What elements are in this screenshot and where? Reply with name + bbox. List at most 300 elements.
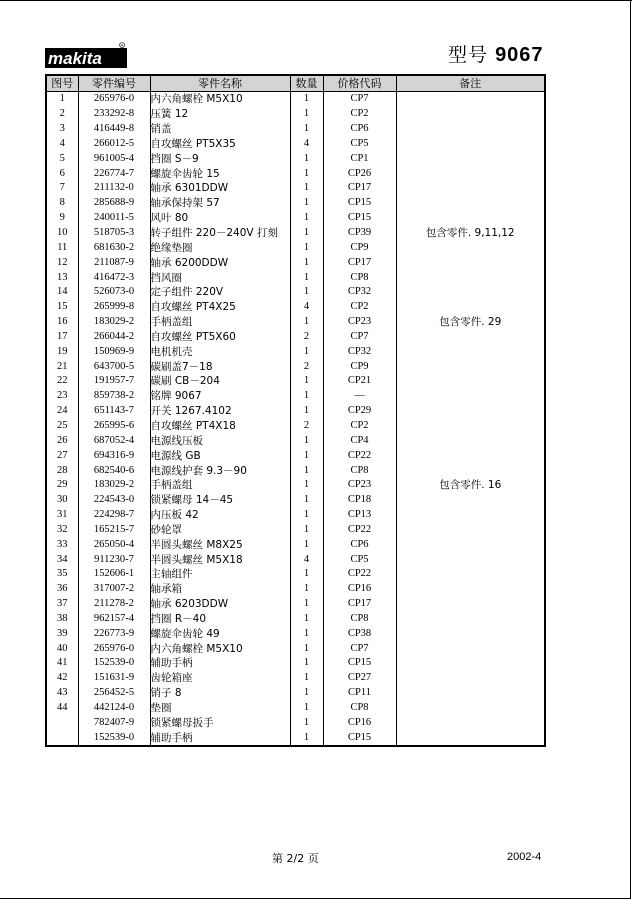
price-code: CP22 xyxy=(323,522,396,537)
table-row xyxy=(46,612,545,627)
part-number: 681630-2 xyxy=(78,240,150,255)
item-number: 14 xyxy=(46,285,78,300)
remark xyxy=(396,285,545,300)
item-number: 19 xyxy=(46,344,78,359)
part-name: 辅助手柄 xyxy=(150,656,290,671)
price-code: CP15 xyxy=(323,656,396,671)
remark xyxy=(396,537,545,552)
part-name: 半圆头螺丝 M5X18 xyxy=(150,552,290,567)
remark xyxy=(396,137,545,152)
part-number: 211087-9 xyxy=(78,255,150,270)
item-number: 27 xyxy=(46,448,78,463)
table-row xyxy=(46,419,545,434)
part-name: 垫圈 xyxy=(150,701,290,716)
item-number: 34 xyxy=(46,552,78,567)
item-number: 35 xyxy=(46,567,78,582)
price-code: CP15 xyxy=(323,196,396,211)
table-row xyxy=(46,597,545,612)
price-code: CP16 xyxy=(323,582,396,597)
price-code: CP7 xyxy=(323,641,396,656)
quantity: 1 xyxy=(290,508,323,523)
table-row xyxy=(46,404,545,419)
table-row xyxy=(46,641,545,656)
revision-date: 2002-4 xyxy=(507,851,542,863)
price-code: CP2 xyxy=(323,107,396,122)
table-row xyxy=(46,92,545,107)
table-row xyxy=(46,181,545,196)
part-name: 锁紧螺母扳手 xyxy=(150,715,290,730)
price-code: CP26 xyxy=(323,166,396,181)
price-code: CP16 xyxy=(323,715,396,730)
table-row xyxy=(46,300,545,315)
column-header: 价格代码 xyxy=(323,75,396,92)
part-name: 半圆头螺丝 M8X25 xyxy=(150,537,290,552)
item-number: 5 xyxy=(46,151,78,166)
column-header: 数量 xyxy=(290,75,323,92)
quantity: 1 xyxy=(290,582,323,597)
remark xyxy=(396,730,545,746)
parts-table xyxy=(45,74,546,747)
remark xyxy=(396,344,545,359)
quantity: 1 xyxy=(290,226,323,241)
quantity: 1 xyxy=(290,597,323,612)
table-row xyxy=(46,567,545,582)
part-number: 233292-8 xyxy=(78,107,150,122)
price-code: CP29 xyxy=(323,404,396,419)
quantity: 1 xyxy=(290,196,323,211)
part-number: 961005-4 xyxy=(78,151,150,166)
price-code: CP22 xyxy=(323,567,396,582)
price-code: CP8 xyxy=(323,701,396,716)
table-row xyxy=(46,270,545,285)
part-name: 手柄盖组 xyxy=(150,315,290,330)
price-code: CP5 xyxy=(323,552,396,567)
part-name: 自攻螺丝 PT4X18 xyxy=(150,419,290,434)
column-header: 零件编号 xyxy=(78,75,150,92)
remark xyxy=(396,597,545,612)
item-number: 40 xyxy=(46,641,78,656)
part-number: 183029-2 xyxy=(78,478,150,493)
price-code: CP6 xyxy=(323,122,396,137)
column-header: 备注 xyxy=(396,75,545,92)
quantity: 1 xyxy=(290,255,323,270)
part-name: 碳刷 CB－204 xyxy=(150,374,290,389)
quantity: 1 xyxy=(290,567,323,582)
item-number: 38 xyxy=(46,612,78,627)
price-code: CP8 xyxy=(323,612,396,627)
part-name: 电机机壳 xyxy=(150,344,290,359)
part-name: 锁紧螺母 14－45 xyxy=(150,493,290,508)
part-number: 211278-2 xyxy=(78,597,150,612)
remark xyxy=(396,686,545,701)
price-code: CP4 xyxy=(323,433,396,448)
quantity: 1 xyxy=(290,107,323,122)
remark xyxy=(396,92,545,107)
column-header: 零件名称 xyxy=(150,75,290,92)
part-number: 265999-8 xyxy=(78,300,150,315)
part-name: 轴承保持架 57 xyxy=(150,196,290,211)
remark: 包含零件. 9,11,12 xyxy=(396,226,545,241)
part-name: 螺旋伞齿轮 15 xyxy=(150,166,290,181)
item-number: 2 xyxy=(46,107,78,122)
table-row xyxy=(46,433,545,448)
remark xyxy=(396,715,545,730)
remark xyxy=(396,552,545,567)
price-code: CP9 xyxy=(323,359,396,374)
quantity: 1 xyxy=(290,463,323,478)
part-number: 317007-2 xyxy=(78,582,150,597)
part-number: 265976-0 xyxy=(78,92,150,107)
item-number: 6 xyxy=(46,166,78,181)
item-number: 21 xyxy=(46,359,78,374)
price-code: CP8 xyxy=(323,270,396,285)
table-row xyxy=(46,196,545,211)
part-number: 416472-3 xyxy=(78,270,150,285)
table-row xyxy=(46,122,545,137)
price-code: CP18 xyxy=(323,493,396,508)
part-name: 定子组件 220V xyxy=(150,285,290,300)
remark xyxy=(396,166,545,181)
part-name: 内六角螺栓 M5X10 xyxy=(150,641,290,656)
quantity: 1 xyxy=(290,522,323,537)
part-number: 265995-6 xyxy=(78,419,150,434)
part-number: 151631-9 xyxy=(78,671,150,686)
logo-text: makita xyxy=(48,49,102,68)
item-number: 37 xyxy=(46,597,78,612)
table-row xyxy=(46,211,545,226)
part-name: 开关 1267.4102 xyxy=(150,404,290,419)
item-number: 32 xyxy=(46,522,78,537)
item-number: 42 xyxy=(46,671,78,686)
svg-text:R: R xyxy=(120,43,124,48)
part-number: 226773-9 xyxy=(78,626,150,641)
price-code: CP2 xyxy=(323,300,396,315)
table-row xyxy=(46,715,545,730)
remark xyxy=(396,433,545,448)
item-number xyxy=(46,715,78,730)
part-name: 砂轮罩 xyxy=(150,522,290,537)
quantity: 1 xyxy=(290,166,323,181)
item-number: 23 xyxy=(46,389,78,404)
price-code: CP2 xyxy=(323,419,396,434)
part-number: 962157-4 xyxy=(78,612,150,627)
price-code: CP7 xyxy=(323,92,396,107)
table-row xyxy=(46,448,545,463)
part-number: 211132-0 xyxy=(78,181,150,196)
remark xyxy=(396,374,545,389)
table-row xyxy=(46,137,545,152)
part-number: 152539-0 xyxy=(78,730,150,746)
table-header-row xyxy=(46,75,545,92)
part-number: 687052-4 xyxy=(78,433,150,448)
table-row xyxy=(46,582,545,597)
quantity: 1 xyxy=(290,626,323,641)
part-number: 256452-5 xyxy=(78,686,150,701)
table-row xyxy=(46,226,545,241)
part-name: 轴承 6301DDW xyxy=(150,181,290,196)
price-code: CP17 xyxy=(323,255,396,270)
remark: 包含零件. 29 xyxy=(396,315,545,330)
remark xyxy=(396,701,545,716)
remark xyxy=(396,270,545,285)
price-code: CP9 xyxy=(323,240,396,255)
remark xyxy=(396,463,545,478)
quantity: 1 xyxy=(290,151,323,166)
part-number: 152606-1 xyxy=(78,567,150,582)
model-title xyxy=(448,40,544,67)
item-number: 26 xyxy=(46,433,78,448)
remark xyxy=(396,582,545,597)
part-name: 电源线压板 xyxy=(150,433,290,448)
part-number: 911230-7 xyxy=(78,552,150,567)
table-row xyxy=(46,255,545,270)
part-name: 销盖 xyxy=(150,122,290,137)
price-code: CP21 xyxy=(323,374,396,389)
price-code: CP15 xyxy=(323,730,396,746)
remark: 包含零件. 16 xyxy=(396,478,545,493)
remark xyxy=(396,626,545,641)
price-code: CP11 xyxy=(323,686,396,701)
item-number: 30 xyxy=(46,493,78,508)
item-number: 24 xyxy=(46,404,78,419)
item-number: 9 xyxy=(46,211,78,226)
remark xyxy=(396,300,545,315)
part-name: 绝缘垫圈 xyxy=(150,240,290,255)
price-code: CP8 xyxy=(323,463,396,478)
remark xyxy=(396,493,545,508)
price-code: CP23 xyxy=(323,478,396,493)
part-number: 165215-7 xyxy=(78,522,150,537)
item-number: 36 xyxy=(46,582,78,597)
quantity: 1 xyxy=(290,701,323,716)
part-name: 自攻螺丝 PT5X35 xyxy=(150,137,290,152)
item-number: 11 xyxy=(46,240,78,255)
price-code: CP7 xyxy=(323,330,396,345)
quantity: 1 xyxy=(290,641,323,656)
table-row xyxy=(46,107,545,122)
quantity: 1 xyxy=(290,181,323,196)
part-name: 主轴组件 xyxy=(150,567,290,582)
model-label: 型号 xyxy=(448,44,489,66)
item-number: 29 xyxy=(46,478,78,493)
quantity: 1 xyxy=(290,315,323,330)
remark xyxy=(396,567,545,582)
part-name: 轴承箱 xyxy=(150,582,290,597)
table-body xyxy=(46,92,545,747)
part-name: 齿轮箱座 xyxy=(150,671,290,686)
part-number: 643700-5 xyxy=(78,359,150,374)
item-number: 17 xyxy=(46,330,78,345)
quantity: 1 xyxy=(290,671,323,686)
remark xyxy=(396,671,545,686)
price-code: CP39 xyxy=(323,226,396,241)
makita-logo xyxy=(45,42,127,68)
part-name: 自攻螺丝 PT4X25 xyxy=(150,300,290,315)
item-number: 16 xyxy=(46,315,78,330)
quantity: 1 xyxy=(290,374,323,389)
part-name: 轴承 6200DDW xyxy=(150,255,290,270)
quantity: 1 xyxy=(290,612,323,627)
table-row xyxy=(46,626,545,641)
price-code: CP27 xyxy=(323,671,396,686)
quantity: 1 xyxy=(290,493,323,508)
part-name: 自攻螺丝 PT5X60 xyxy=(150,330,290,345)
part-number: 518705-3 xyxy=(78,226,150,241)
item-number: 44 xyxy=(46,701,78,716)
part-name: 销子 8 xyxy=(150,686,290,701)
part-number: 265050-4 xyxy=(78,537,150,552)
price-code: CP22 xyxy=(323,448,396,463)
price-code: CP32 xyxy=(323,344,396,359)
quantity: 1 xyxy=(290,344,323,359)
quantity: 4 xyxy=(290,300,323,315)
price-code: CP15 xyxy=(323,211,396,226)
remark xyxy=(396,612,545,627)
price-code: CP1 xyxy=(323,151,396,166)
part-number: 782407-9 xyxy=(78,715,150,730)
quantity: 1 xyxy=(290,537,323,552)
remark xyxy=(396,389,545,404)
table-row xyxy=(46,552,545,567)
part-number: 266044-2 xyxy=(78,330,150,345)
part-number: 265976-0 xyxy=(78,641,150,656)
part-number: 240011-5 xyxy=(78,211,150,226)
part-number: 226774-7 xyxy=(78,166,150,181)
quantity: 2 xyxy=(290,419,323,434)
item-number: 12 xyxy=(46,255,78,270)
table-row xyxy=(46,493,545,508)
quantity: 1 xyxy=(290,715,323,730)
part-name: 挡风圈 xyxy=(150,270,290,285)
part-number: 152539-0 xyxy=(78,656,150,671)
table-row xyxy=(46,730,545,746)
quantity: 2 xyxy=(290,359,323,374)
remark xyxy=(396,359,545,374)
table-row xyxy=(46,686,545,701)
remark xyxy=(396,330,545,345)
remark xyxy=(396,641,545,656)
table-row xyxy=(46,478,545,493)
remark xyxy=(396,181,545,196)
part-name: 压簧 12 xyxy=(150,107,290,122)
item-number: 41 xyxy=(46,656,78,671)
part-number: 224543-0 xyxy=(78,493,150,508)
model-number: 9067 xyxy=(495,44,544,66)
quantity: 4 xyxy=(290,552,323,567)
part-number: 682540-6 xyxy=(78,463,150,478)
part-name: 内六角螺栓 M5X10 xyxy=(150,92,290,107)
price-code: CP17 xyxy=(323,181,396,196)
item-number: 1 xyxy=(46,92,78,107)
quantity: 1 xyxy=(290,240,323,255)
part-number: 285688-9 xyxy=(78,196,150,211)
table-row xyxy=(46,463,545,478)
item-number: 28 xyxy=(46,463,78,478)
remark xyxy=(396,404,545,419)
part-number: 442124-0 xyxy=(78,701,150,716)
part-number: 859738-2 xyxy=(78,389,150,404)
price-code: CP13 xyxy=(323,508,396,523)
item-number: 25 xyxy=(46,419,78,434)
part-number: 266012-5 xyxy=(78,137,150,152)
part-name: 轴承 6203DDW xyxy=(150,597,290,612)
quantity: 1 xyxy=(290,433,323,448)
table-row xyxy=(46,522,545,537)
part-name: 转子组件 220－240V 打刻 xyxy=(150,226,290,241)
price-code: CP38 xyxy=(323,626,396,641)
remark xyxy=(396,196,545,211)
part-name: 挡圈 R－40 xyxy=(150,612,290,627)
part-number: 150969-9 xyxy=(78,344,150,359)
price-code: CP6 xyxy=(323,537,396,552)
table-row xyxy=(46,285,545,300)
table-row xyxy=(46,344,545,359)
quantity: 1 xyxy=(290,404,323,419)
part-name: 螺旋伞齿轮 49 xyxy=(150,626,290,641)
quantity: 1 xyxy=(290,686,323,701)
item-number: 3 xyxy=(46,122,78,137)
table-row xyxy=(46,671,545,686)
remark xyxy=(396,419,545,434)
price-code: CP32 xyxy=(323,285,396,300)
price-code: CP5 xyxy=(323,137,396,152)
table-row xyxy=(46,240,545,255)
table-row xyxy=(46,315,545,330)
table-row xyxy=(46,359,545,374)
quantity: 1 xyxy=(290,389,323,404)
remark xyxy=(396,240,545,255)
part-name: 电源线 GB xyxy=(150,448,290,463)
quantity: 4 xyxy=(290,137,323,152)
part-number: 526073-0 xyxy=(78,285,150,300)
quantity: 2 xyxy=(290,330,323,345)
part-name: 铭牌 9067 xyxy=(150,389,290,404)
remark xyxy=(396,211,545,226)
item-number: 33 xyxy=(46,537,78,552)
part-number: 694316-9 xyxy=(78,448,150,463)
remark xyxy=(396,522,545,537)
table-row xyxy=(46,330,545,345)
item-number: 8 xyxy=(46,196,78,211)
table-row xyxy=(46,656,545,671)
price-code: — xyxy=(323,389,396,404)
price-code: CP23 xyxy=(323,315,396,330)
quantity: 1 xyxy=(290,92,323,107)
item-number: 7 xyxy=(46,181,78,196)
item-number: 22 xyxy=(46,374,78,389)
column-header: 图号 xyxy=(46,75,78,92)
part-name: 内压板 42 xyxy=(150,508,290,523)
quantity: 1 xyxy=(290,478,323,493)
remark xyxy=(396,151,545,166)
quantity: 1 xyxy=(290,448,323,463)
part-number: 191957-7 xyxy=(78,374,150,389)
table-row xyxy=(46,508,545,523)
page-number: 第 2/2 页 xyxy=(272,852,319,865)
item-number: 15 xyxy=(46,300,78,315)
item-number: 39 xyxy=(46,626,78,641)
part-name: 电源线护套 9.3－90 xyxy=(150,463,290,478)
table-row xyxy=(46,701,545,716)
table-row xyxy=(46,537,545,552)
quantity: 1 xyxy=(290,656,323,671)
remark xyxy=(396,656,545,671)
item-number: 31 xyxy=(46,508,78,523)
item-number: 13 xyxy=(46,270,78,285)
part-name: 碳刷盖7－18 xyxy=(150,359,290,374)
quantity: 1 xyxy=(290,270,323,285)
table-row xyxy=(46,389,545,404)
